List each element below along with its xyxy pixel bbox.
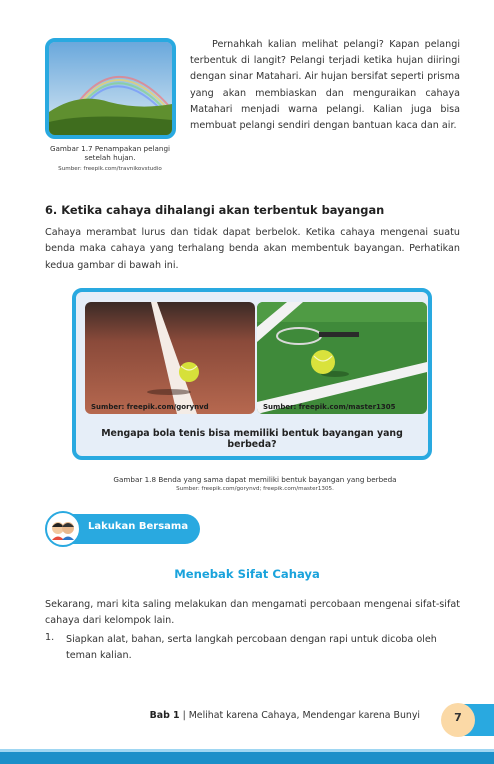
intro-paragraph: Pernahkah kalian melihat pelangi? Kapan pelangi terbentuk di langit? Pelangi terjadi ketika hujan diiringi dengan sinar Matahari. Air hujan bersifat seperti prisma yang akan membiaskan dan menguraikan cahaya Matahari menjadi warna pelangi. Kalian juga bisa membuat pelangi sendiri dengan bantuan kaca dan air. [190, 39, 460, 132]
page-footer [120, 710, 420, 721]
photo-source: Sumber: freepik.com/gorynvd [91, 403, 209, 411]
figure-source: Sumber: freepik.com/travnikovstudio [58, 166, 162, 172]
bottom-bar [0, 752, 494, 764]
two-children-icon [45, 511, 81, 547]
rainbow-photo [45, 38, 176, 139]
figure-question: Mengapa bola tenis bisa memiliki bentuk bayangan yang berbeda? [101, 428, 403, 450]
footer-title: Melihat karena Cahaya, Mendengar karena Bunyi [188, 710, 420, 721]
figure-box [72, 288, 432, 460]
footer-separator: | [182, 710, 186, 721]
clay-court-photo [85, 302, 255, 414]
step-text: Siapkan alat, bahan, serta langkah percobaan dengan rapi untuk dicoba oleh teman kalian. [66, 634, 437, 662]
grass-court-illustration [257, 302, 427, 414]
section-paragraph: Cahaya merambat lurus dan tidak dapat berbelok. Ketika cahaya mengenai suatu benda maka cahaya yang terhalang benda akan membentuk bayangan. Perhatikan kedua gambar di bawah ini. [45, 227, 460, 271]
figure-caption: Gambar 1.8 Benda yang sama dapat memiliki bentuk bayangan yang berbeda [113, 475, 397, 484]
rainbow-illustration [49, 42, 172, 135]
activity-title: Menebak Sifat Cahaya [174, 567, 320, 581]
figure-source: Sumber: freepik.com/gorynvd; freepik.com/master1305. [176, 486, 334, 492]
page-number: 7 [454, 711, 462, 724]
footer-chapter: Bab 1 [149, 710, 180, 721]
activity-paragraph: Sekarang, mari kita saling melakukan dan mengamati percobaan mengenai sifat-sifat cahaya dari kelompok lain. [45, 599, 460, 627]
photo-source: Sumber: freepik.com/master1305 [263, 403, 396, 411]
step-number: 1. [45, 632, 55, 643]
section-heading: 6. Ketika cahaya dihalangi akan terbentuk bayangan [45, 203, 385, 217]
clay-court-illustration [85, 302, 255, 414]
grass-court-photo [257, 302, 427, 414]
figure-caption: Gambar 1.7 Penampakan pelangi setelah hujan. [49, 144, 171, 162]
activity-badge-label: Lakukan Bersama [88, 521, 189, 532]
